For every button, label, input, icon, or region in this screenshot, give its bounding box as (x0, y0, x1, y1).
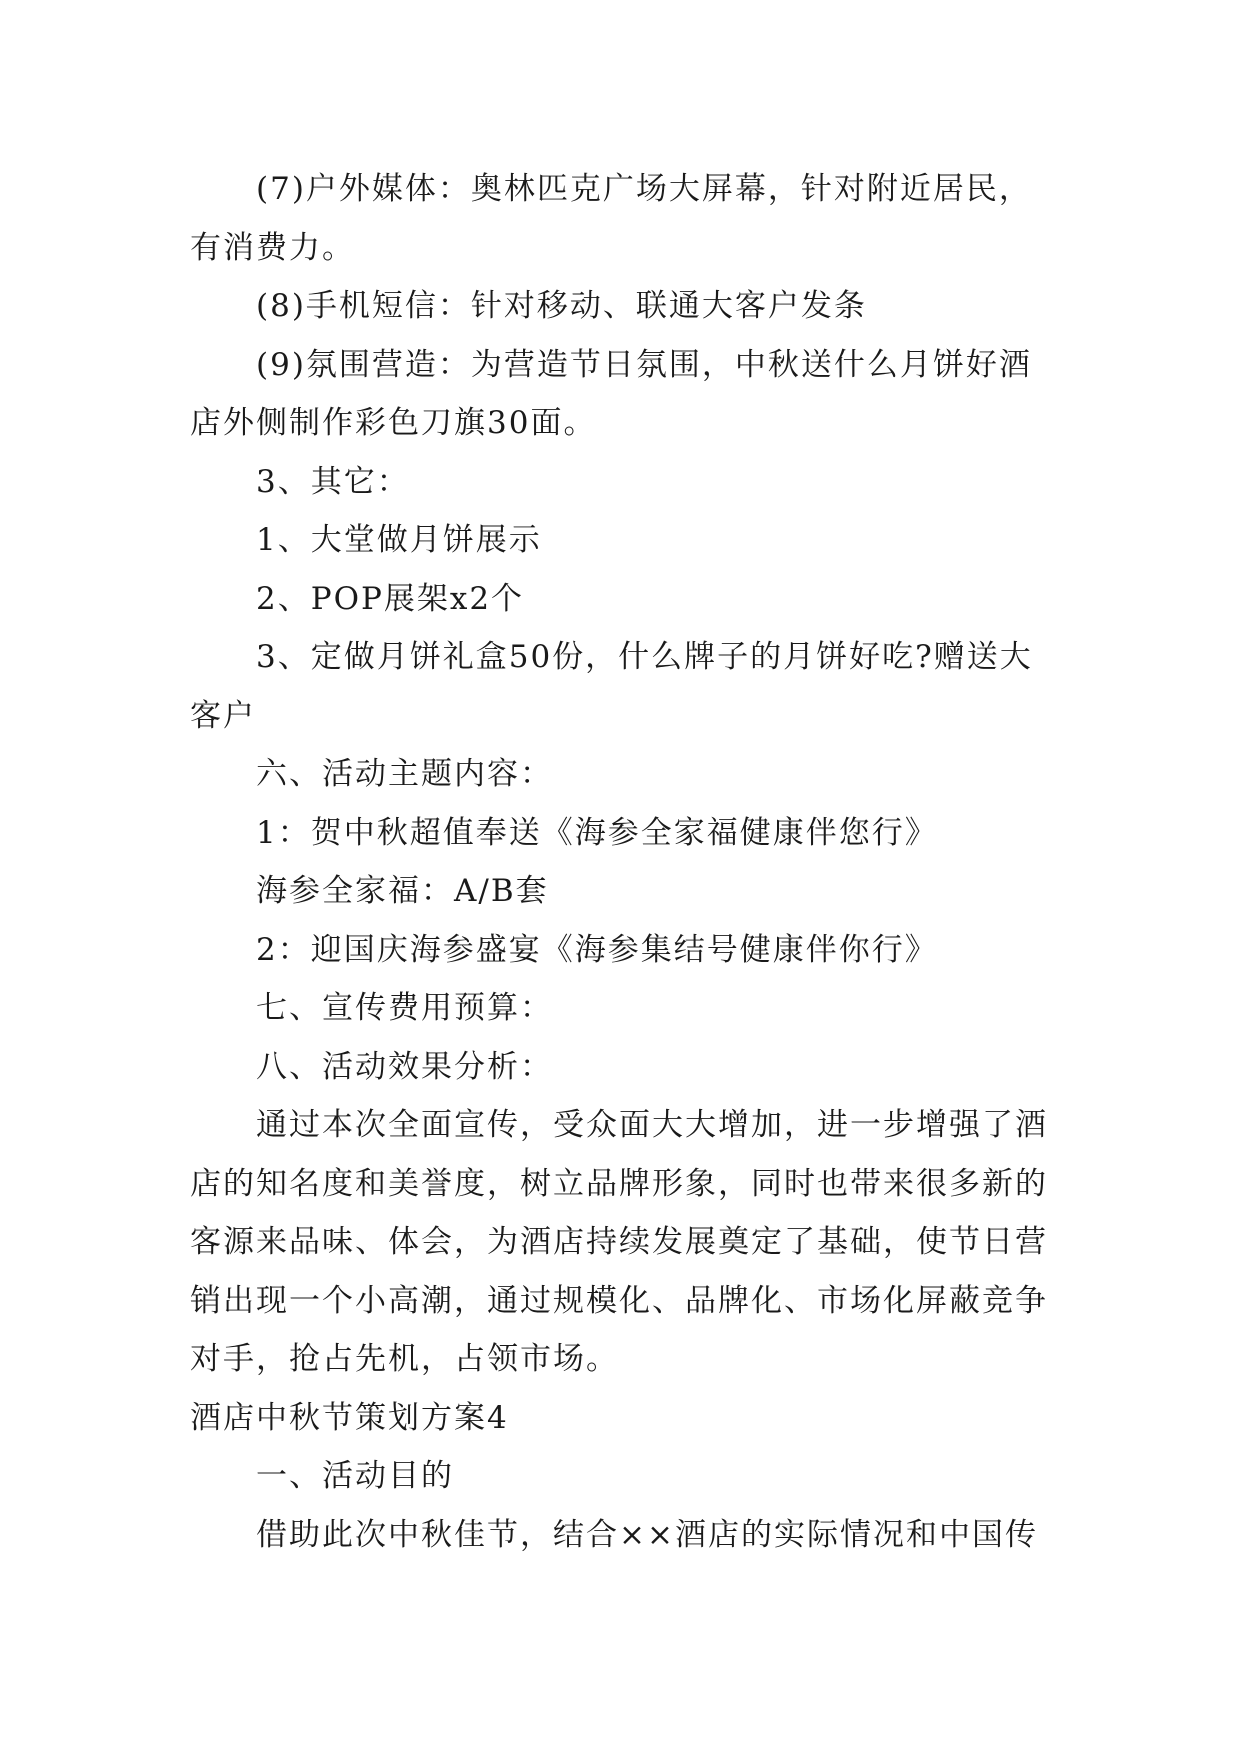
paragraph-purpose-body: 借助此次中秋佳节，结合××酒店的实际情况和中国传 (256, 1516, 1038, 1553)
paragraph-sms: (8)手机短信：针对移动、联通大客户发条 (256, 288, 867, 324)
paragraph-pop-stand: 2、POP展架x2个 (256, 580, 525, 617)
paragraph-gift-boxes: 3、定做月饼礼盒50份，什么牌子的月饼好吃?赠送大客户 (190, 639, 1033, 734)
paragraph-theme-1: 1：贺中秋超值奉送《海参全家福健康伴您行》 (256, 814, 938, 851)
paragraph-analysis-body: 通过本次全面宣传，受众面大大增加，进一步增强了酒店的知名度和美誉度，树立品牌形象，同时也带来很多新的客源来品味、体会，为酒店持续发展奠定了基础，使节日营销出现一个小高潮，通过规模化、品牌化、市场化屏蔽竞争对手，抢占先机，占领市场。 (190, 1107, 1048, 1377)
paragraph-lobby-display: 1、大堂做月饼展示 (256, 522, 542, 558)
document-body (190, 160, 1060, 1564)
section-heading-analysis: 八、活动效果分析： (256, 1048, 553, 1085)
paragraph-outdoor-media: (7)户外媒体：奥林匹克广场大屏幕，针对附近居民，有消费力。 (190, 171, 1032, 266)
section-heading-purpose: 一、活动目的 (256, 1458, 454, 1494)
document-title-plan-4: 酒店中秋节策划方案4 (190, 1399, 509, 1436)
paragraph-others-heading: 3、其它： (256, 463, 410, 500)
section-heading-budget: 七、宣传费用预算： (256, 990, 553, 1026)
paragraph-package: 海参全家福：A/B套 (256, 873, 549, 909)
section-heading-theme: 六、活动主题内容： (256, 756, 553, 792)
paragraph-theme-2: 2：迎国庆海参盛宴《海参集结号健康伴你行》 (256, 931, 938, 968)
paragraph-atmosphere: (9)氛围营造：为营造节日氛围，中秋送什么月饼好酒店外侧制作彩色刀旗30面。 (190, 346, 1032, 441)
